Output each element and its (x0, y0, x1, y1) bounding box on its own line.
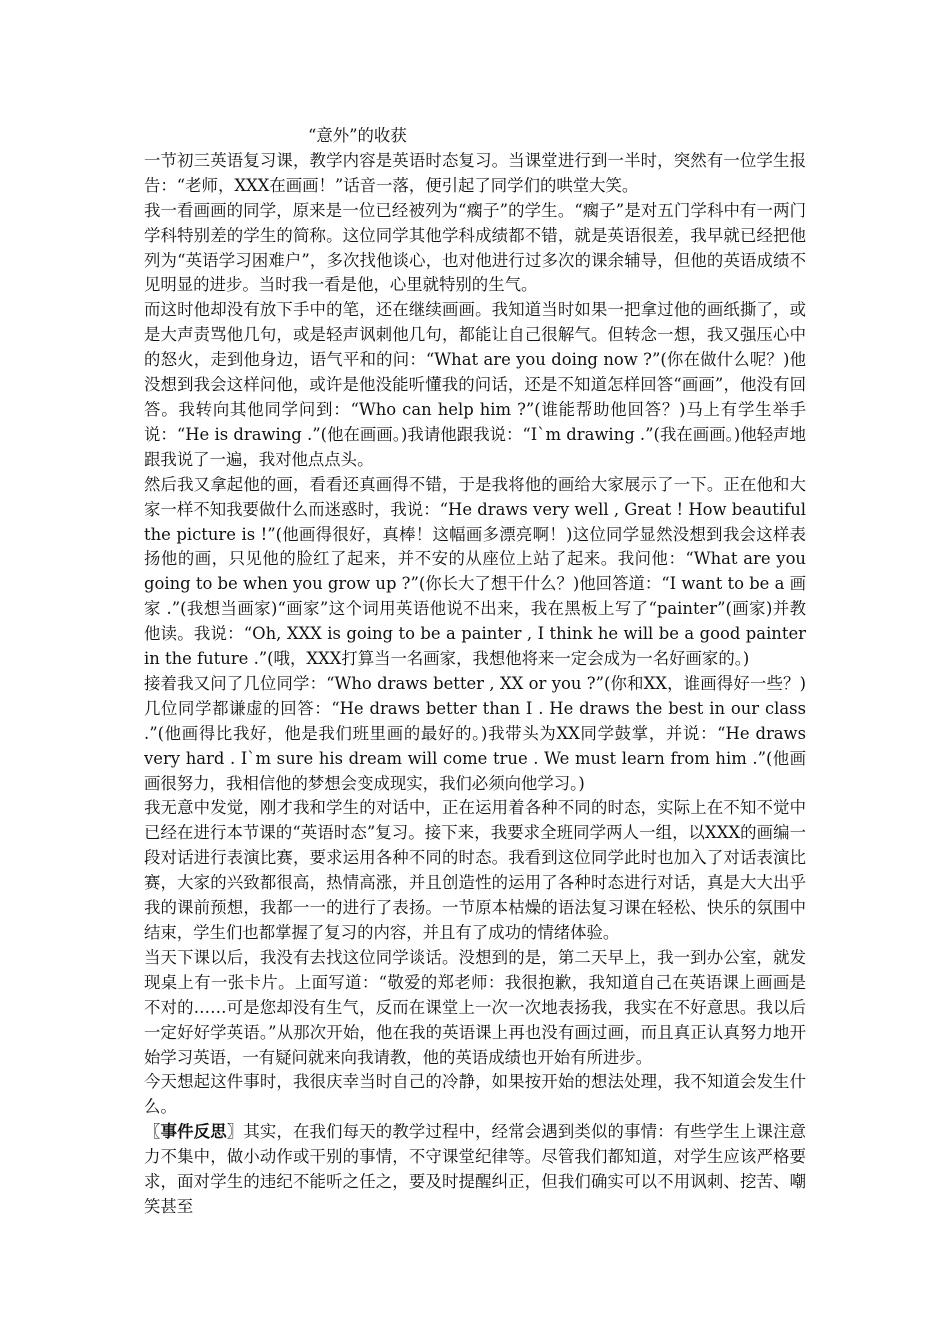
reflection-label: 事件反思 (160, 1122, 227, 1142)
paragraph-4: 然后我又拿起他的画，看看还真画得不错，于是我将他的画给大家展示了一下。正在他和大家一样不知我要做什么而迷惑时，我说：“He draws very well , Great ! How beautiful the picture is !”(他画得很好，真棒！这幅画多漂亮啊！)这位同学显然没想到我会这样表扬他的画，只见他的脸红了起来，并不安的从座位上站了起来。我问他：“What are you going to be when you grow up ?”(你长大了想干什么？)他回答道：“I want to be a 画家 .”(我想当画家)“画家”这个词用英语他说不出来，我在黑板上写了“painter”(画家)并教他读。我说：“Oh, XXX is going to be a painter , I think he will be a good painter in the future .”(哦，XXX打算当一名画家，我想他将来一定会成为一名好画家的。) (144, 474, 806, 669)
paragraph-3: 而这时他却没有放下手中的笔，还在继续画画。我知道当时如果一把拿过他的画纸撕了，或是大声责骂他几句，或是轻声讽刺他几句，都能让自己很解气。但转念一想，我又强压心中的怒火，走到他身边，语气平和的问：“What are you doing now ?”(你在做什么呢？)他没想到我会这样问他，或许是他没能听懂我的问话，还是不知道怎样回答“画画”，他没有回答。我转向其他同学问到：“Who can help him ?”(谁能帮助他回答？)马上有学生举手说：“He is drawing .”(他在画画。)我请他跟我说：“I`m drawing .”(我在画画。)他轻声地跟我说了一遍，我对他点点头。 (144, 300, 806, 469)
reflection-close-bracket: 〗 (226, 1122, 244, 1142)
paragraph-5: 接着我又问了几位同学：“Who draws better , XX or you ?”(你和XX，谁画得好一些？)几位同学都谦虚的回答：“He draws better than I . He draws the best in our class .”(他画得比我好，他是我们班里画的最好的。)我带头为XX同学鼓掌，并说：“He draws very hard . I`m sure his dream will come true . We must learn from him .”(他画画很努力，我相信他的梦想会变成现实，我们必须向他学习。) (144, 673, 806, 793)
reflection-paragraph (144, 1120, 806, 1220)
paragraph-1: 一节初三英语复习课，教学内容是英语时态复习。当课堂进行到一半时，突然有一位学生报告：“老师，XXX在画画！”话音一落，便引起了同学们的哄堂大笑。 (144, 150, 806, 195)
paragraph-8: 今天想起这件事时，我很庆幸当时自己的冷静，如果按开始的想法处理，我不知道会发生什么。 (144, 1072, 806, 1117)
document-title: “意外”的收获 (308, 126, 407, 145)
document-body (144, 124, 806, 1220)
reflection-text: 其实，在我们每天的教学过程中，经常会遇到类似的事情：有些学生上课注意力不集中，做小动作或干别的事情，不守课堂纪律等。尽管我们都知道，对学生应该严格要求，面对学生的违纪不能听之任之，要及时提醒纠正，但我们确实可以不用讽刺、挖苦、嘲笑甚至 (144, 1122, 807, 1216)
paragraph-6: 我无意中发觉，刚才我和学生的对话中，正在运用着各种不同的时态，实际上在不知不觉中已经在进行本节课的“英语时态”复习。接下来，我要求全班同学两人一组，以XXX的画编一段对话进行表演比赛，要求运用各种不同的时态。我看到这位同学此时也加入了对话表演比赛，大家的兴致都很高，热情高涨，并且创造性的运用了各种时态进行对话，真是大大出乎我的课前预想，我都一一的进行了表扬。一节原本枯燥的语法复习课在轻松、快乐的氛围中结束，学生们也都掌握了复习的内容，并且有了成功的情绪体验。 (144, 798, 806, 942)
paragraph-7: 当天下课以后，我没有去找这位同学谈话。没想到的是，第二天早上，我一到办公室，就发现桌上有一张卡片。上面写道：“敬爱的郑老师：我很抱歉，我知道自己在英语课上画画是不对的……可是您却没有生气，反而在课堂上一次一次地表扬我，我实在不好意思。我以后一定好好学英语。”从那次开始，他在我的英语课上再也没有画过画，而且真正认真努力地开始学习英语，一有疑问就来向我请教，他的英语成绩也开始有所进步。 (144, 947, 806, 1067)
reflection-open-bracket: 〖 (144, 1122, 161, 1142)
paragraph-2: 我一看画画的同学，原来是一位已经被列为“瘸子”的学生。“瘸子”是对五门学科中有一两门学科特别差的学生的简称。这位同学其他学科成绩都不错，就是英语很差，我早就已经把他列为“英语学习困难户”，多次找他谈心，也对他进行过多次的课余辅导，但他的英语成绩不见明显的进步。当时我一看是他，心里就特别的生气。 (144, 200, 806, 295)
